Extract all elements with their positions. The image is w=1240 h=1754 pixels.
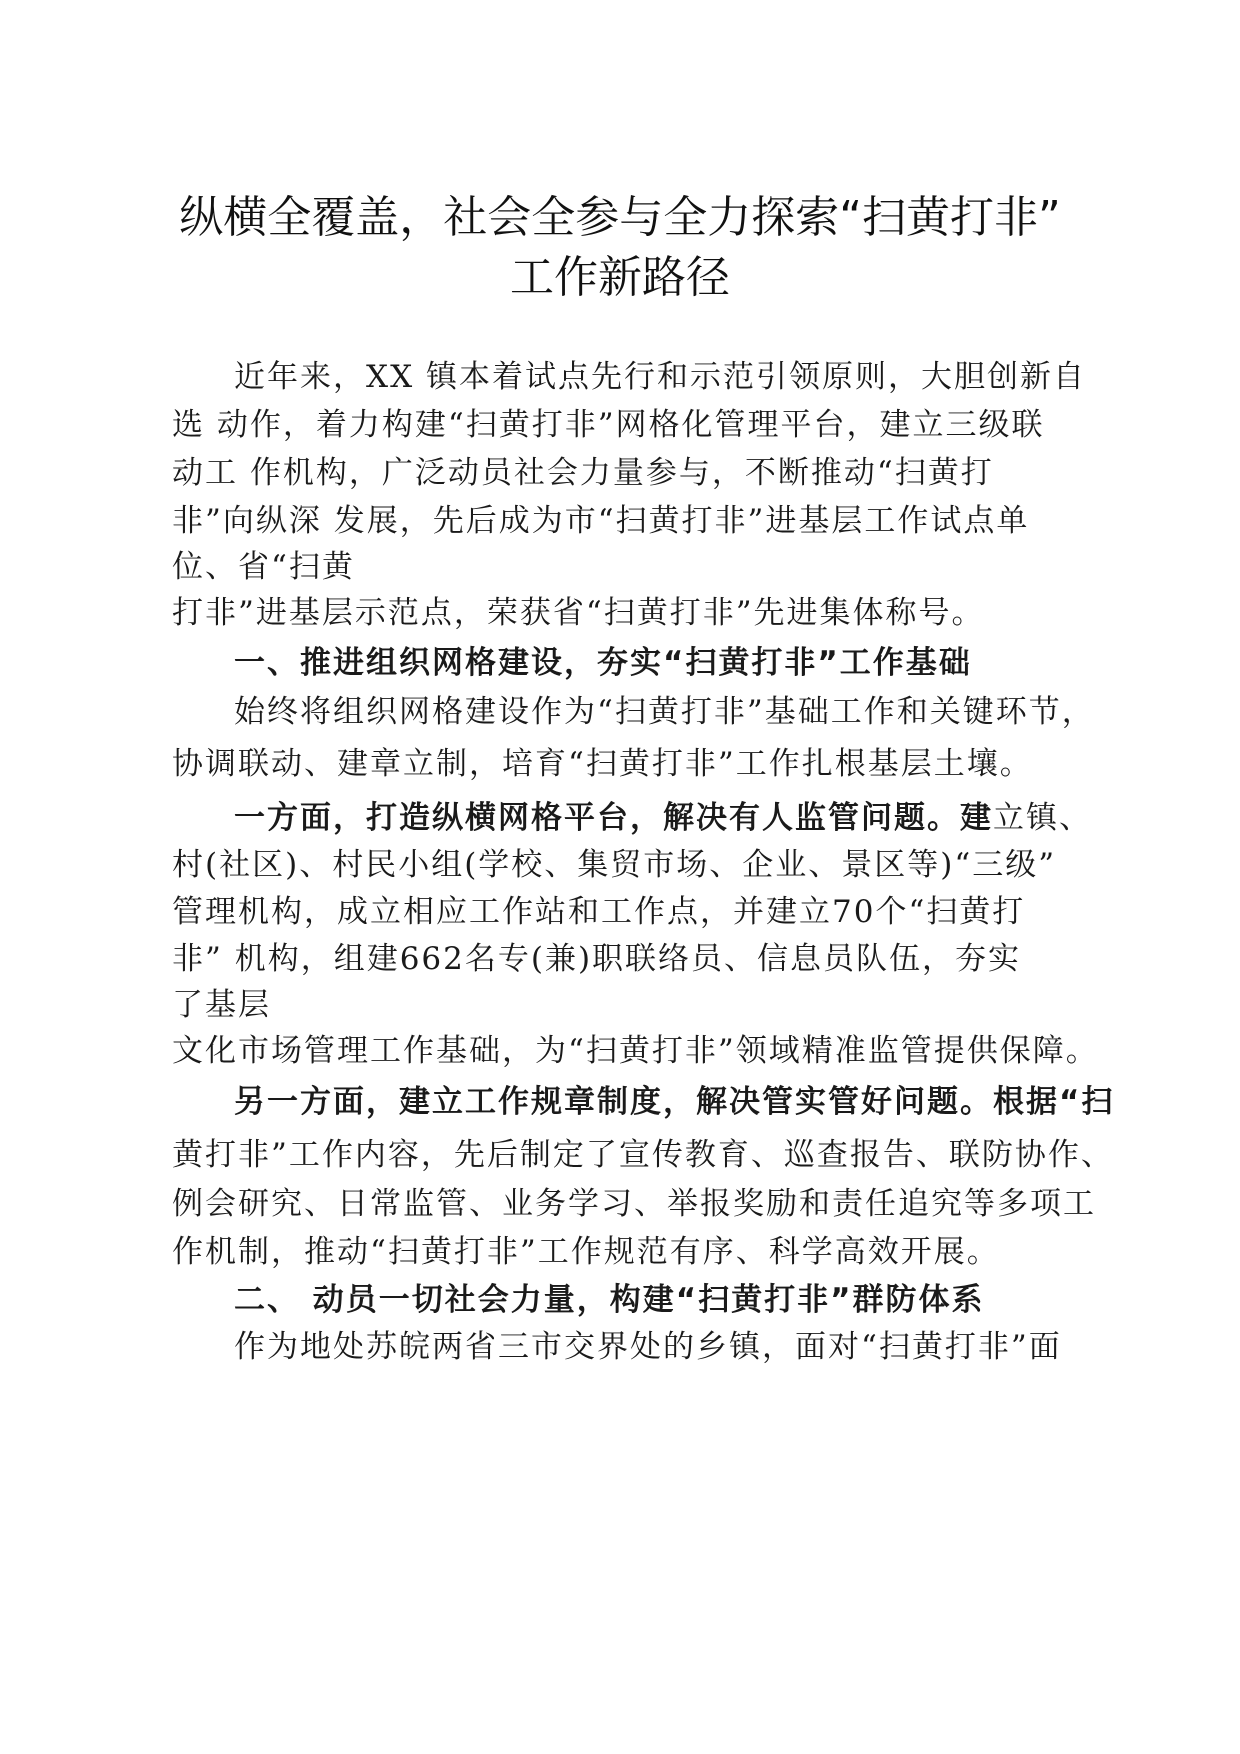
section1-para3-line: 作机制，推动“扫黄打非”工作规范有序、科学高效开展。 bbox=[172, 1234, 1000, 1270]
para2-lead-bold: 一方面，打造纵横网格平台，解决有人监管问题。建 bbox=[234, 800, 993, 836]
section1-para3-lead: 另一方面，建立工作规章制度，解决管实管好问题。根据“扫 bbox=[234, 1084, 1115, 1120]
intro-line: 近年来，XX 镇本着试点先行和示范引领原则，大胆创新自 bbox=[234, 359, 1086, 395]
section1-para2-line: 文化市场管理工作基础，为“扫黄打非”领域精准监管提供保障。 bbox=[172, 1033, 1099, 1069]
section1-para2-line: 了基层 bbox=[172, 987, 271, 1023]
section2-para1-line: 作为地处苏皖两省三市交界处的乡镇，面对“扫黄打非”面 bbox=[234, 1329, 1062, 1365]
intro-line: 动工 作机构，广泛动员社会力量参与，不断推动“扫黄打 bbox=[172, 455, 994, 491]
section1-para2-line: 村(社区)、村民小组(学校、集贸市场、企业、景区等)“三级” bbox=[172, 847, 1057, 883]
section1-para3-line: 黄打非”工作内容，先后制定了宣传教育、巡查报告、联防协作、 bbox=[172, 1137, 1114, 1173]
document-title-line-2: 工作新路径 bbox=[510, 252, 730, 303]
intro-line: 选 动作，着力构建“扫黄打非”网格化管理平台，建立三级联 bbox=[172, 407, 1045, 443]
section1-para2-line: 管理机构，成立相应工作站和工作点，并建立70个“扫黄打 bbox=[172, 894, 1026, 930]
intro-line: 打非”进基层示范点，荣获省“扫黄打非”先进集体称号。 bbox=[172, 595, 985, 631]
section1-para2-first-line bbox=[234, 796, 1092, 840]
section1-para3-line: 例会研究、日常监管、业务学习、举报奖励和责任追究等多项工 bbox=[172, 1186, 1096, 1222]
section-heading-1: 一、推进组织网格建设，夯实“扫黄打非”工作基础 bbox=[234, 645, 972, 681]
document-title-line-1: 纵横全覆盖，社会全参与全力探索“扫黄打非” bbox=[179, 192, 1061, 243]
section-heading-2: 二、 动员一切社会力量，构建“扫黄打非”群防体系 bbox=[234, 1282, 985, 1318]
section1-para2-line: 非” 机构，组建662名专(兼)职联络员、信息员队伍，夯实 bbox=[172, 941, 1022, 977]
section1-para1-line: 始终将组织网格建设作为“扫黄打非”基础工作和关键环节， bbox=[234, 694, 1095, 730]
intro-line: 非”向纵深 发展，先后成为市“扫黄打非”进基层工作试点单 bbox=[172, 503, 1030, 539]
intro-line: 位、省“扫黄 bbox=[172, 549, 355, 585]
section1-para1-line: 协调联动、建章立制，培育“扫黄打非”工作扎根基层土壤。 bbox=[172, 746, 1033, 782]
para2-lead-rest: 立镇、 bbox=[993, 800, 1092, 836]
